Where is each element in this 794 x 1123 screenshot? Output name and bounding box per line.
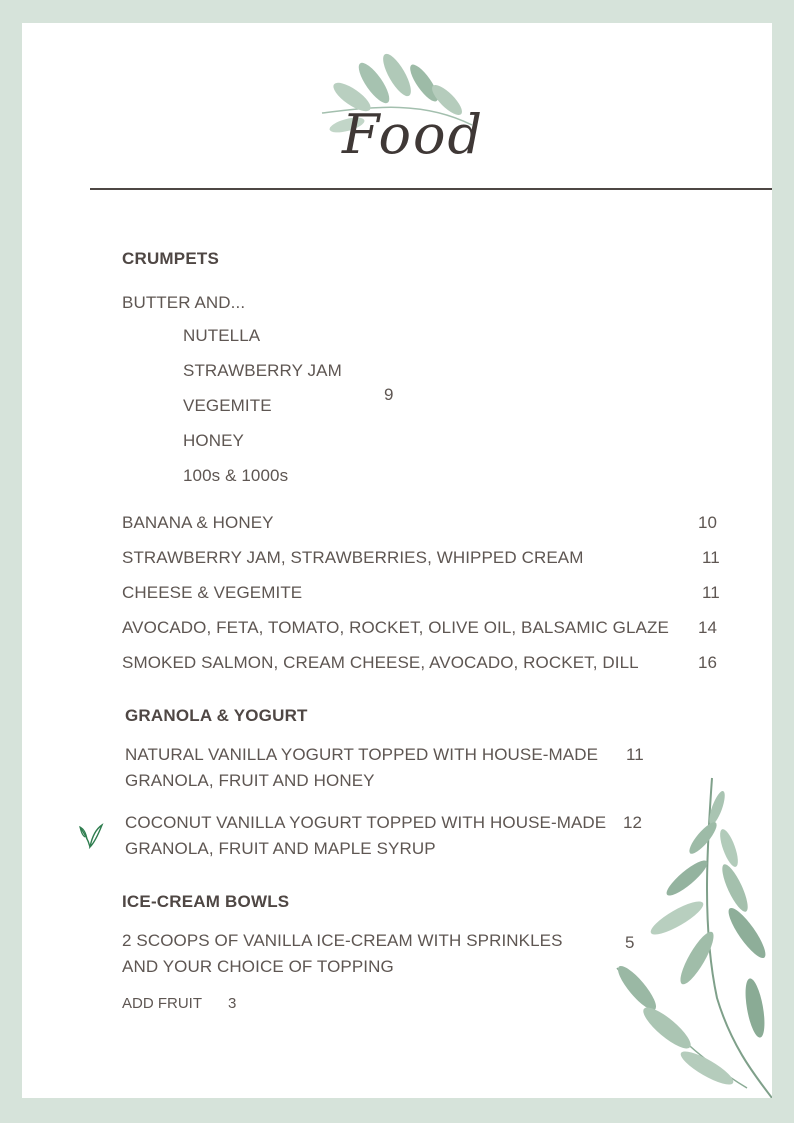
menu-item-price: 11 (702, 548, 720, 567)
corner-foliage-icon (607, 768, 772, 1098)
menu-item-price: 11 (626, 745, 644, 764)
menu-item-name: BANANA & HONEY (122, 513, 274, 532)
menu-item-name: STRAWBERRY JAM, STRAWBERRIES, WHIPPED CREAM (122, 548, 584, 567)
butter-option: VEGEMITE (183, 396, 272, 415)
vegan-leaf-icon (78, 823, 104, 849)
menu-item-line: 2 SCOOPS OF VANILLA ICE-CREAM WITH SPRINKLES (122, 931, 563, 950)
butter-option: NUTELLA (183, 326, 261, 345)
butter-label: BUTTER AND... (122, 293, 246, 312)
addon-price: 3 (228, 995, 237, 1012)
header-divider (90, 188, 772, 190)
menu-item-line: GRANOLA, FRUIT AND HONEY (125, 771, 375, 790)
menu-page (22, 23, 772, 1098)
page-title: Food (342, 103, 485, 166)
butter-option: STRAWBERRY JAM (183, 361, 342, 380)
menu-item-line: NATURAL VANILLA YOGURT TOPPED WITH HOUSE-MADE (125, 745, 599, 764)
section-heading-granola: GRANOLA & YOGURT (125, 706, 308, 725)
menu-item-name: AVOCADO, FETA, TOMATO, ROCKET, OLIVE OIL, BALSAMIC GLAZE (122, 618, 669, 637)
menu-item-price: 10 (698, 513, 717, 532)
section-heading-crumpets: CRUMPETS (122, 249, 219, 268)
butter-price: 9 (384, 385, 394, 404)
menu-item-line: AND YOUR CHOICE OF TOPPING (122, 957, 394, 976)
menu-item-name: CHEESE & VEGEMITE (122, 583, 303, 602)
butter-option: HONEY (183, 431, 244, 450)
menu-item-price: 16 (698, 653, 717, 672)
menu-item-line: COCONUT VANILLA YOGURT TOPPED WITH HOUSE-MADE (125, 813, 607, 832)
addon-label: ADD FRUIT (122, 995, 202, 1012)
menu-item-price: 12 (623, 813, 642, 832)
section-heading-icecream: ICE-CREAM BOWLS (122, 892, 290, 911)
menu-item-line: GRANOLA, FRUIT AND MAPLE SYRUP (125, 839, 436, 858)
butter-option: 100s & 1000s (183, 466, 289, 485)
menu-item-price: 11 (702, 583, 720, 602)
menu-item-name: SMOKED SALMON, CREAM CHEESE, AVOCADO, ROCKET, DILL (122, 653, 639, 672)
menu-item-price: 5 (625, 933, 635, 952)
menu-item-price: 14 (698, 618, 717, 637)
